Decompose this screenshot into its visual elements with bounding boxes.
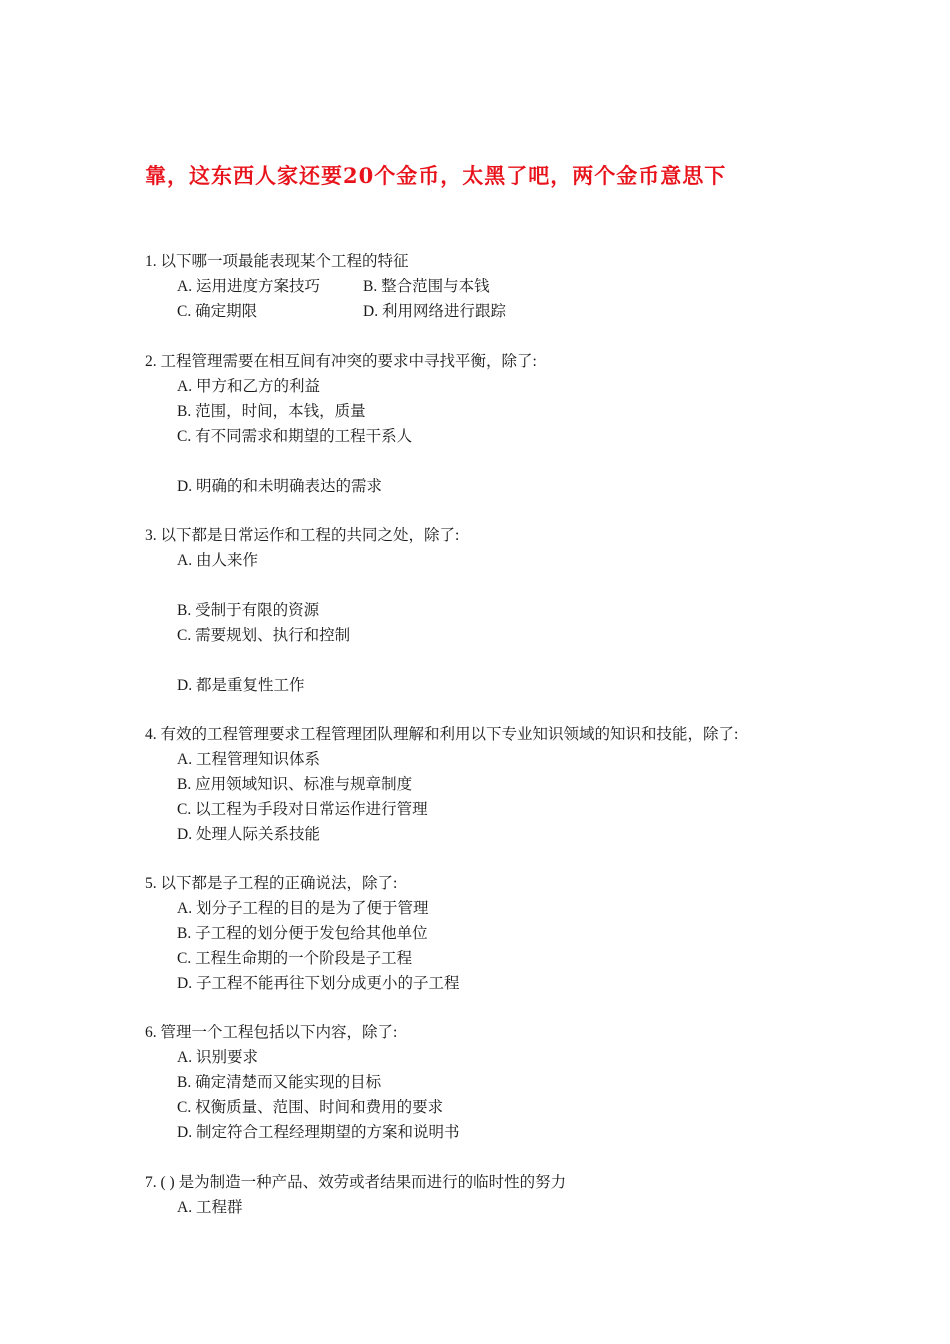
question-stem: 1. 以下哪一项最能表现某个工程的特征 [145, 253, 409, 270]
option-row [145, 299, 506, 324]
question-7 [145, 1170, 566, 1220]
question-stem: 2. 工程管理需要在相互间有冲突的要求中寻找平衡，除了: [145, 353, 537, 370]
option-a: A. 由人来作 [177, 552, 258, 569]
option-c: C. 工程生命期的一个阶段是子工程 [177, 950, 413, 967]
question-stem: 3. 以下都是日常运作和工程的共同之处，除了: [145, 527, 460, 544]
question-5 [145, 871, 459, 996]
option-a: A. 甲方和乙方的利益 [177, 378, 320, 395]
option-d: D. 利用网络进行跟踪 [363, 303, 506, 320]
option-d: D. 明确的和未明确表达的需求 [177, 478, 382, 495]
question-stem: 5. 以下都是子工程的正确说法，除了: [145, 875, 398, 892]
option-d: D. 子工程不能再往下划分成更小的子工程 [177, 975, 460, 992]
option-d: D. 处理人际关系技能 [177, 826, 320, 843]
option-b: B. 确定清楚而又能实现的目标 [177, 1074, 382, 1091]
option-c: C. 有不同需求和期望的工程干系人 [177, 428, 413, 445]
option-b: B. 应用领域知识、标准与规章制度 [177, 776, 413, 793]
option-b: B. 受制于有限的资源 [177, 602, 320, 619]
option-b: B. 范围，时间，本钱，质量 [177, 403, 366, 420]
option-c: C. 需要规划、执行和控制 [177, 627, 351, 644]
option-a: A. 工程管理知识体系 [177, 751, 320, 768]
question-4 [145, 722, 738, 847]
banner-text: 靠，这东西人家还要20个金币，太黑了吧，两个金币意思下 [145, 163, 727, 188]
option-a: A. 运用进度方案技巧 [177, 278, 320, 295]
option-c: C. 以工程为手段对日常运作进行管理 [177, 801, 428, 818]
question-stem: 6. 管理一个工程包括以下内容，除了: [145, 1024, 398, 1041]
option-c: C. 权衡质量、范围、时间和费用的要求 [177, 1099, 444, 1116]
question-stem: 4. 有效的工程管理要求工程管理团队理解和利用以下专业知识领域的知识和技能，除了: [145, 726, 739, 743]
option-d: D. 都是重复性工作 [177, 677, 305, 694]
option-b: B. 整合范围与本钱 [363, 278, 490, 295]
question-6 [145, 1020, 459, 1145]
option-c: C. 确定期限 [177, 303, 258, 320]
option-a: A. 识别要求 [177, 1049, 258, 1066]
option-row [145, 274, 490, 299]
question-2 [145, 349, 537, 499]
option-b: B. 子工程的划分便于发包给其他单位 [177, 925, 428, 942]
option-d: D. 制定符合工程经理期望的方案和说明书 [177, 1124, 460, 1141]
question-stem: 7. ( ) 是为制造一种产品、效劳或者结果而进行的临时性的努力 [145, 1174, 567, 1191]
option-a: A. 工程群 [177, 1199, 243, 1216]
question-1 [145, 249, 506, 324]
question-3 [145, 523, 459, 698]
option-a: A. 划分子工程的目的是为了便于管理 [177, 900, 429, 917]
